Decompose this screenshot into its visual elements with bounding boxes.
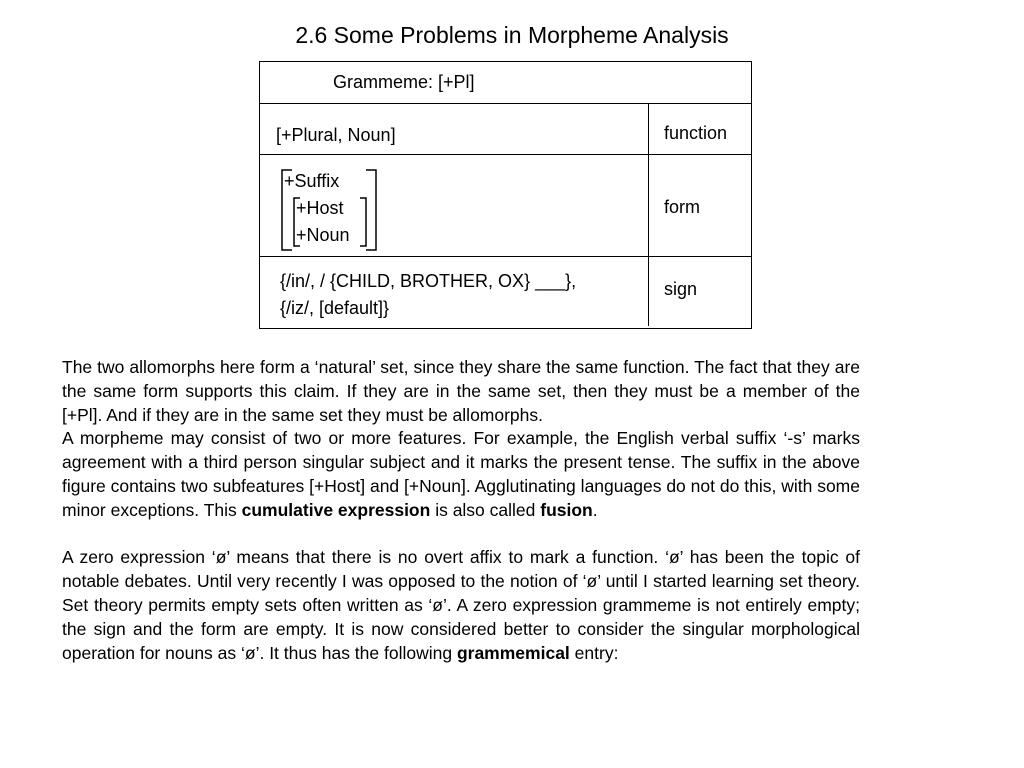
table-divider	[260, 256, 752, 257]
form-feature-noun: +Noun	[296, 225, 350, 245]
table-divider	[260, 154, 752, 155]
term-grammemical: grammemical	[456, 642, 570, 663]
form-feature-host: +Host	[296, 198, 344, 218]
term-cumulative-expression: cumulative expression	[241, 499, 431, 520]
sign-label: sign	[664, 279, 698, 299]
body-text	[62, 356, 860, 665]
table-divider	[260, 103, 752, 104]
paragraph-text: A morpheme may consist of two or more features. For example, the English verbal suffix ‘-s’ marks agreement with a third person singular subject and it marks the present tense. The suffix in the above figure contains two subfeatures [+Host] and [+Noun]. Agglutinating languages do not do this, with some minor exceptions. This	[62, 428, 860, 520]
paragraph-text: is also called	[430, 499, 541, 520]
form-feature-suffix: +Suffix	[284, 171, 340, 191]
sign-value-line2: {/iz/, [default]}	[280, 298, 390, 318]
paragraph-text: entry:	[569, 642, 619, 663]
form-feature-matrix	[280, 168, 380, 254]
paragraph-cumulative	[62, 427, 860, 522]
function-value: [+Plural, Noun]	[276, 125, 396, 145]
sign-value-line1: {/in/, / {CHILD, BROTHER, OX} ___},	[280, 271, 577, 291]
paragraph-text: A zero expression ‘ø’ means that there is no overt affix to mark a function. ‘ø’ has been the topic of notable debates. Until very recently I was opposed to the notion of ‘ø’ until I started learning set theory. Set theory permits empty sets often written as ‘ø’. A zero expression grammeme is not entirely empty; the sign and the form are empty. It is now considered better to consider the singular morphological operation for nouns as ‘ø’. It thus has the following	[62, 547, 860, 663]
function-label: function	[664, 123, 728, 143]
paragraph-zero-expression	[62, 546, 860, 665]
page-title: 2.6 Some Problems in Morpheme Analysis	[295, 22, 729, 48]
paragraph-text: .	[592, 499, 598, 520]
paragraph-allomorphs: The two allomorphs here form a ‘natural’ set, since they share the same function. The fact that they are the same form supports this claim. If they are in the same set, then they must be a member of the [+Pl]. And if they are in the same set they must be allomorphs.	[62, 357, 860, 425]
grammeme-table	[259, 61, 752, 329]
grammeme-header: Grammeme: [+Pl]	[333, 72, 475, 92]
table-column-divider	[648, 104, 649, 326]
form-label: form	[664, 197, 700, 217]
term-fusion: fusion	[540, 499, 593, 520]
